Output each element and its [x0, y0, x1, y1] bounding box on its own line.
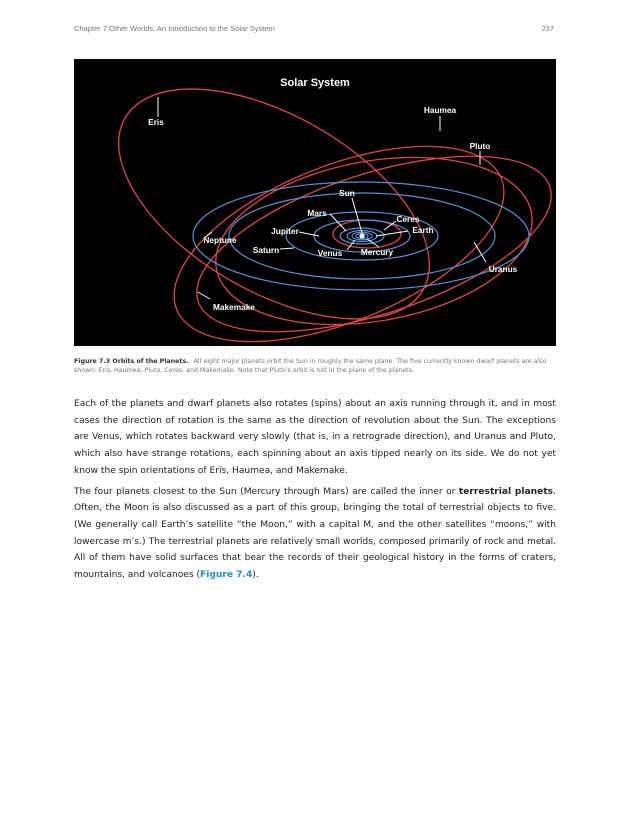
jupiter-leader [299, 232, 319, 236]
p2-before: The four planets closest to the Sun (Mercury through Mars) are called the inner or [74, 486, 459, 497]
label-uranus: Uranus [488, 264, 518, 274]
page-number: 237 [541, 24, 554, 33]
label-eris: Eris [148, 117, 164, 127]
orbit-diagram [74, 59, 556, 346]
label-venus: Venus [317, 248, 343, 258]
body-text [74, 396, 556, 588]
label-ceres: Ceres [396, 214, 420, 224]
leader-lines [158, 97, 486, 299]
p2-after: . Often, the Moon is also discussed as a part of this group, bringing the total of terrestrial objects to five. (We generally call Earth’s satellite “the Moon,” with a capital M, and the other satellites “moons,” with lowercase m’s.) The terrestrial planets are relatively small worlds, composed primarily of rock and metal. All of them have solid surfaces that bear the records of their geological history in the forms of craters, mountains, and volcanoes ( [74, 486, 556, 581]
label-jupiter: Jupiter [271, 226, 299, 236]
solar-system-figure [74, 59, 556, 346]
caption-text: All eight major planets orbit the Sun in roughly the same plane. The five currently known dwarf planets are also shown: Eris, Haumea, Pluto, Ceres, and Makemake. Note that Pluto’s orbit is not in the plane of the planets. [74, 358, 547, 375]
running-header [74, 24, 554, 33]
figure-7-4-link[interactable]: Figure 7.4 [200, 570, 253, 581]
label-saturn: Saturn [252, 245, 280, 255]
eris-orbit [81, 59, 467, 346]
chapter-title: Chapter 7 Other Worlds: An Introduction to the Solar System [74, 24, 275, 33]
label-haumea: Haumea [423, 105, 457, 115]
sun-marker [359, 233, 364, 238]
uranus-leader [474, 242, 486, 262]
orbit-labels [148, 105, 518, 312]
caption-label: Figure 7.3 Orbits of the Planets. [74, 358, 189, 365]
label-earth: Earth [412, 225, 434, 235]
label-mars: Mars [307, 208, 327, 218]
makemake-leader [198, 292, 210, 299]
paragraph-rotation: Each of the planets and dwarf planets also rotates (spins) about an axis running through it, and in most cases the direction of rotation is the same as the direction of revolution about the Sun. The exceptions are Venus, which rotates backward very slowly (that is, in a retrograde direction), and Uranus and Pluto, which also have strange rotations, each spinning about an axis tipped nearly on its side. We do not yet know the spin orientations of Eris, Haumea, and Makemake. [74, 399, 556, 476]
saturn-leader [280, 248, 294, 249]
label-makemake: Makemake [213, 302, 255, 312]
dwarf-orbits [81, 59, 556, 346]
figure-caption [74, 357, 556, 375]
label-neptune: Neptune [203, 235, 237, 245]
term-terrestrial-planets: terrestrial planets [458, 486, 554, 497]
mars-leader [330, 214, 346, 231]
paragraph-terrestrial [74, 484, 556, 584]
label-pluto: Pluto [469, 141, 491, 151]
venus-leader [347, 240, 355, 250]
p2-end: ). [252, 570, 259, 581]
label-mercury: Mercury [360, 247, 394, 257]
label-sun: Sun [339, 188, 355, 198]
figure-title: Solar System [280, 77, 350, 89]
